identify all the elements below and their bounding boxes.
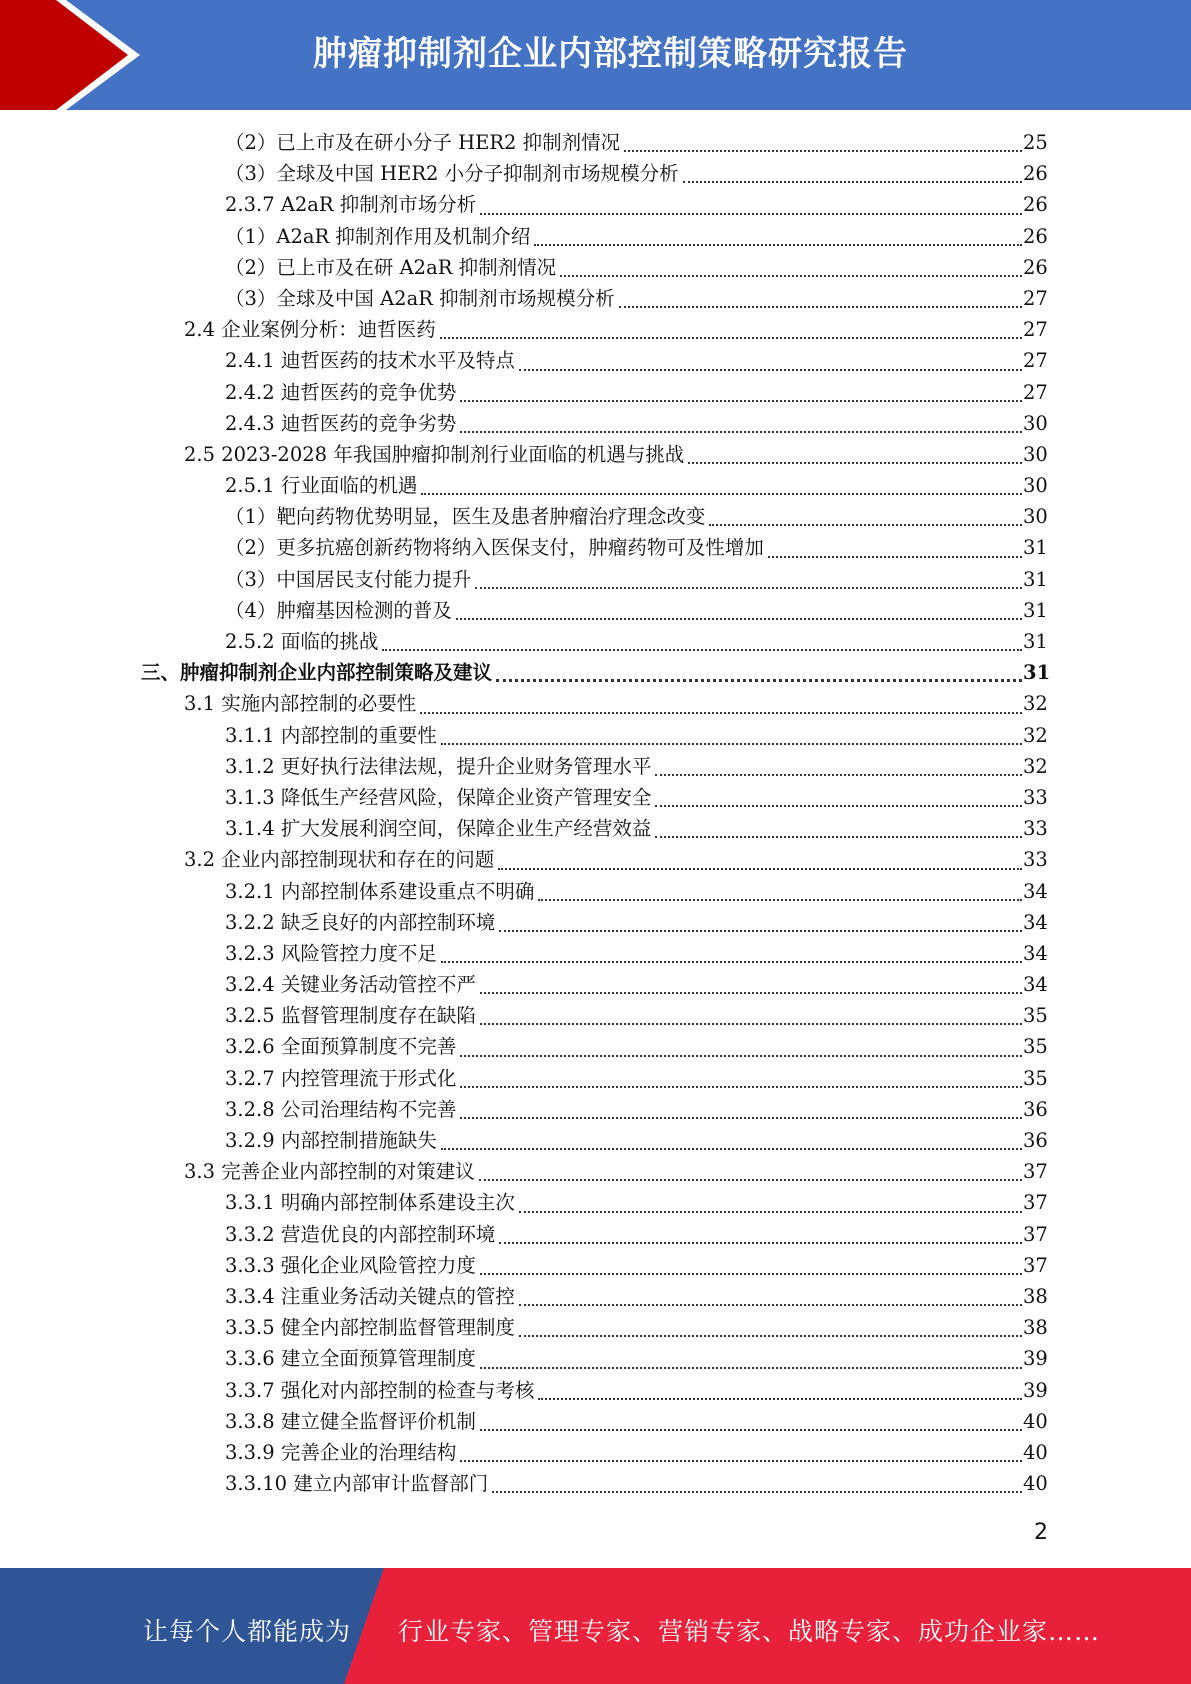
toc-entry[interactable] [0,1187,1047,1218]
toc-entry[interactable] [0,1125,1047,1156]
toc-entry-page: 34 [1023,941,1048,965]
toc-dot-leader [420,712,1022,714]
toc-entry-page: 31 [1023,630,1048,653]
toc-entry[interactable] [0,876,1047,907]
toc-dot-leader [480,1023,1022,1025]
toc-entry[interactable] [0,1063,1047,1094]
toc-dot-leader [441,743,1022,745]
toc-dot-leader [480,1273,1022,1275]
toc-entry[interactable] [0,1406,1047,1437]
toc-entry-page: 33 [1023,817,1048,841]
toc-entry[interactable] [0,720,1047,751]
toc-entry-page: 30 [1023,505,1048,529]
toc-entry-label: 3.3.6 建立全面预算管理制度 [225,1347,476,1371]
toc-dot-leader [492,1491,1022,1493]
toc-entry-label: 2.3.7 A2aR 抑制剂市场分析 [225,193,477,217]
toc-entry[interactable] [0,1281,1047,1312]
footer-slogan-right: 行业专家、管理专家、营销专家、战略专家、成功企业家…… [398,1617,1101,1646]
toc-dot-leader [475,587,1022,589]
toc-entry-label: 3.2.2 缺乏良好的内部控制环境 [225,910,496,934]
toc-dot-leader [683,181,1022,183]
toc-entry[interactable] [0,1156,1047,1187]
toc-dot-leader [440,337,1022,339]
toc-entry[interactable] [0,907,1047,938]
toc-entry-label: （3）全球及中国 A2aR 抑制剂市场规模分析 [225,286,615,310]
toc-dot-leader [460,400,1022,402]
toc-dot-leader [499,1242,1022,1244]
page-header [0,0,1191,110]
toc-dot-leader [655,805,1022,807]
toc-dot-leader [460,1086,1022,1088]
toc-entry[interactable] [0,377,1047,408]
toc-entry-page: 31 [1023,661,1051,685]
toc-entry[interactable] [0,751,1047,782]
toc-entry-label: 2.4.3 迪哲医药的竞争劣势 [225,411,457,435]
toc-entry[interactable] [0,1468,1047,1499]
toc-dot-leader [519,1304,1022,1306]
toc-entry-label: 3.3.8 建立健全监督评价机制 [225,1409,476,1433]
toc-entry-page: 31 [1023,598,1048,622]
toc-entry-label: （3）全球及中国 HER2 小分子抑制剂市场规模分析 [225,162,679,186]
toc-dot-leader [460,1460,1022,1462]
toc-dot-leader [499,930,1022,932]
toc-entry-label: 3.1.1 内部控制的重要性 [225,723,437,747]
toc-entry[interactable] [0,1031,1047,1062]
toc-entry-label: 3.2.1 内部控制体系建设重点不明确 [225,879,535,903]
toc-entry-label: 3.3 完善企业内部控制的对策建议 [184,1160,475,1184]
toc-entry-page: 26 [1023,224,1048,248]
toc-entry-label: 3.1.4 扩大发展利润空间，保障企业生产经营效益 [225,817,652,841]
toc-entry-page: 27 [1023,380,1048,404]
toc-entry-page: 40 [1023,1472,1048,1496]
toc-entry-page: 37 [1023,1253,1048,1277]
toc-entry-page: 31 [1023,567,1048,591]
toc-entry-page: 34 [1023,910,1048,934]
toc-entry[interactable] [0,1094,1047,1125]
toc-entry-label: 3.1.2 更好执行法律法规，提升企业财务管理水平 [225,754,652,778]
toc-dot-leader [460,1117,1022,1119]
toc-entry-page: 37 [1023,1191,1048,1215]
toc-dot-leader [519,1211,1022,1213]
toc-entry-page: 38 [1023,1316,1048,1340]
toc-entry[interactable] [0,439,1047,470]
table-of-contents [0,127,1191,1499]
toc-entry[interactable] [0,1437,1047,1468]
toc-dot-leader [441,1148,1022,1150]
toc-dot-leader [519,369,1022,371]
toc-entry-label: 2.5.2 面临的挑战 [225,630,379,653]
toc-entry[interactable] [0,1219,1047,1250]
toc-entry-page: 34 [1023,973,1048,997]
toc-entry[interactable] [0,813,1047,844]
toc-entry-label: 3.3.7 强化对内部控制的检查与考核 [225,1378,535,1402]
toc-entry-page: 30 [1023,474,1048,498]
toc-entry[interactable] [0,532,1047,563]
toc-entry[interactable] [0,782,1047,813]
toc-entry-page: 38 [1023,1284,1048,1308]
toc-entry[interactable] [0,969,1047,1000]
toc-dot-leader [456,618,1022,620]
toc-entry[interactable] [0,564,1047,595]
toc-entry-label: 2.4.1 迪哲医药的技术水平及特点 [225,349,515,373]
toc-entry[interactable] [0,595,1047,626]
toc-dot-leader [496,679,1022,682]
toc-entry-label: （3）中国居民支付能力提升 [225,567,472,591]
toc-dot-leader [655,774,1022,776]
toc-entry-page: 30 [1023,442,1048,466]
toc-entry[interactable] [0,1250,1047,1281]
toc-entry-label: 3.3.10 建立内部审计监督部门 [225,1472,489,1496]
toc-entry-label: 2.5 2023-2028 年我国肿瘤抑制剂行业面临的机遇与挑战 [184,442,685,466]
toc-entry-page: 31 [1023,536,1048,560]
toc-entry-page: 25 [1023,131,1048,154]
toc-dot-leader [709,524,1022,526]
toc-entry[interactable] [0,1000,1047,1031]
report-title: 肿瘤抑制剂企业内部控制策略研究报告 [313,34,908,74]
toc-entry-page: 35 [1023,1066,1048,1090]
toc-entry-page: 34 [1023,879,1048,903]
footer-slogan-left: 让每个人都能成为 [143,1617,352,1646]
toc-entry-label: 3.3.4 注重业务活动关键点的管控 [225,1284,515,1308]
toc-entry-page: 33 [1023,848,1048,872]
toc-dot-leader [538,899,1022,901]
toc-entry-label: 3.2.6 全面预算制度不完善 [225,1035,457,1059]
toc-entry[interactable] [0,345,1047,376]
toc-entry-page: 35 [1023,1004,1048,1028]
toc-dot-leader [382,649,1022,651]
toc-entry[interactable] [0,1375,1047,1406]
toc-entry-label: 3.2.7 内控管理流于形式化 [225,1066,457,1090]
toc-entry-label: （1）靶向药物优势明显，医生及患者肿瘤治疗理念改变 [225,505,706,529]
toc-entry[interactable] [0,1312,1047,1343]
toc-entry-label: 3.2.3 风险管控力度不足 [225,941,437,965]
toc-entry[interactable] [0,501,1047,532]
toc-entry-label: （1）A2aR 抑制剂作用及机制介绍 [225,224,531,248]
toc-entry[interactable] [0,314,1047,345]
toc-entry-page: 27 [1023,286,1048,310]
toc-entry[interactable] [0,688,1047,719]
toc-entry-page: 33 [1023,785,1048,809]
toc-entry[interactable] [0,283,1047,314]
toc-entry-label: 三、肿瘤抑制剂企业内部控制策略及建议 [141,661,493,685]
toc-entry-page: 37 [1023,1222,1048,1246]
toc-entry[interactable] [0,189,1047,220]
toc-dot-leader [480,992,1022,994]
toc-dot-leader [421,493,1022,495]
toc-entry[interactable] [0,221,1047,252]
toc-dot-leader [480,1429,1022,1431]
toc-entry[interactable] [0,657,1051,688]
toc-dot-leader [460,1055,1022,1057]
toc-dot-leader [768,556,1022,558]
toc-entry-page: 39 [1023,1378,1048,1402]
toc-entry-page: 40 [1023,1440,1048,1464]
toc-dot-leader [655,836,1022,838]
toc-dot-leader [498,868,1022,870]
toc-dot-leader [460,431,1022,433]
toc-entry-label: （2）已上市及在研小分子 HER2 抑制剂情况 [225,131,621,154]
toc-entry-label: 3.2.4 关键业务活动管控不严 [225,973,476,997]
toc-dot-leader [519,1335,1022,1337]
toc-entry-label: 3.3.1 明确内部控制体系建设主次 [225,1191,515,1215]
toc-entry-label: 3.2 企业内部控制现状和存在的问题 [184,848,495,872]
toc-dot-leader [538,1398,1022,1400]
toc-entry-page: 26 [1023,193,1048,217]
toc-entry-label: 3.2.8 公司治理结构不完善 [225,1097,457,1121]
toc-entry-label: 3.2.9 内部控制措施缺失 [225,1129,437,1152]
page-footer [0,1568,1191,1684]
toc-entry-page: 36 [1023,1129,1048,1152]
toc-dot-leader [624,150,1022,152]
toc-entry[interactable] [0,626,1047,657]
toc-entry-page: 36 [1023,1097,1048,1121]
toc-entry[interactable] [0,158,1047,189]
toc-dot-leader [479,1179,1022,1181]
toc-entry-page: 39 [1023,1347,1048,1371]
toc-entry-label: 3.1.3 降低生产经营风险，保障企业资产管理安全 [225,785,652,809]
toc-dot-leader [441,961,1022,963]
toc-entry-label: 2.5.1 行业面临的机遇 [225,474,418,498]
toc-dot-leader [480,213,1022,215]
toc-entry[interactable] [0,127,1047,158]
toc-entry[interactable] [0,938,1047,969]
toc-entry-label: （2）已上市及在研 A2aR 抑制剂情况 [225,255,557,279]
toc-entry-label: 2.4.2 迪哲医药的竞争优势 [225,380,457,404]
toc-entry[interactable] [0,1343,1047,1374]
toc-entry[interactable] [0,470,1047,501]
toc-entry[interactable] [0,408,1047,439]
toc-dot-leader [534,244,1022,246]
toc-entry-page: 32 [1023,723,1048,747]
toc-entry-page: 26 [1023,255,1048,279]
toc-entry-label: 3.3.3 强化企业风险管控力度 [225,1253,476,1277]
toc-entry-label: （2）更多抗癌创新药物将纳入医保支付，肿瘤药物可及性增加 [225,536,764,560]
toc-dot-leader [560,275,1022,277]
toc-entry-label: （4）肿瘤基因检测的普及 [225,598,452,622]
toc-entry[interactable] [0,844,1047,875]
toc-entry-page: 40 [1023,1409,1048,1433]
toc-entry-label: 2.4 企业案例分析：迪哲医药 [184,318,436,342]
toc-entry-label: 3.3.9 完善企业的治理结构 [225,1440,457,1464]
toc-entry-page: 26 [1023,162,1048,186]
toc-entry-label: 3.3.5 健全内部控制监督管理制度 [225,1316,515,1340]
toc-dot-leader [619,306,1022,308]
toc-entry-page: 27 [1023,349,1048,373]
toc-entry-page: 30 [1023,411,1048,435]
toc-entry-label: 3.3.2 营造优良的内部控制环境 [225,1222,496,1246]
toc-entry-page: 32 [1023,754,1048,778]
page-number: 2 [1034,1520,1048,1545]
toc-entry-page: 27 [1023,318,1048,342]
toc-dot-leader [688,462,1022,464]
toc-entry-page: 37 [1023,1160,1048,1184]
toc-entry-label: 3.2.5 监督管理制度存在缺陷 [225,1004,476,1028]
toc-entry-page: 35 [1023,1035,1048,1059]
toc-dot-leader [480,1367,1022,1369]
toc-entry-page: 32 [1023,692,1048,716]
toc-entry[interactable] [0,252,1047,283]
toc-entry-label: 3.1 实施内部控制的必要性 [184,692,417,716]
